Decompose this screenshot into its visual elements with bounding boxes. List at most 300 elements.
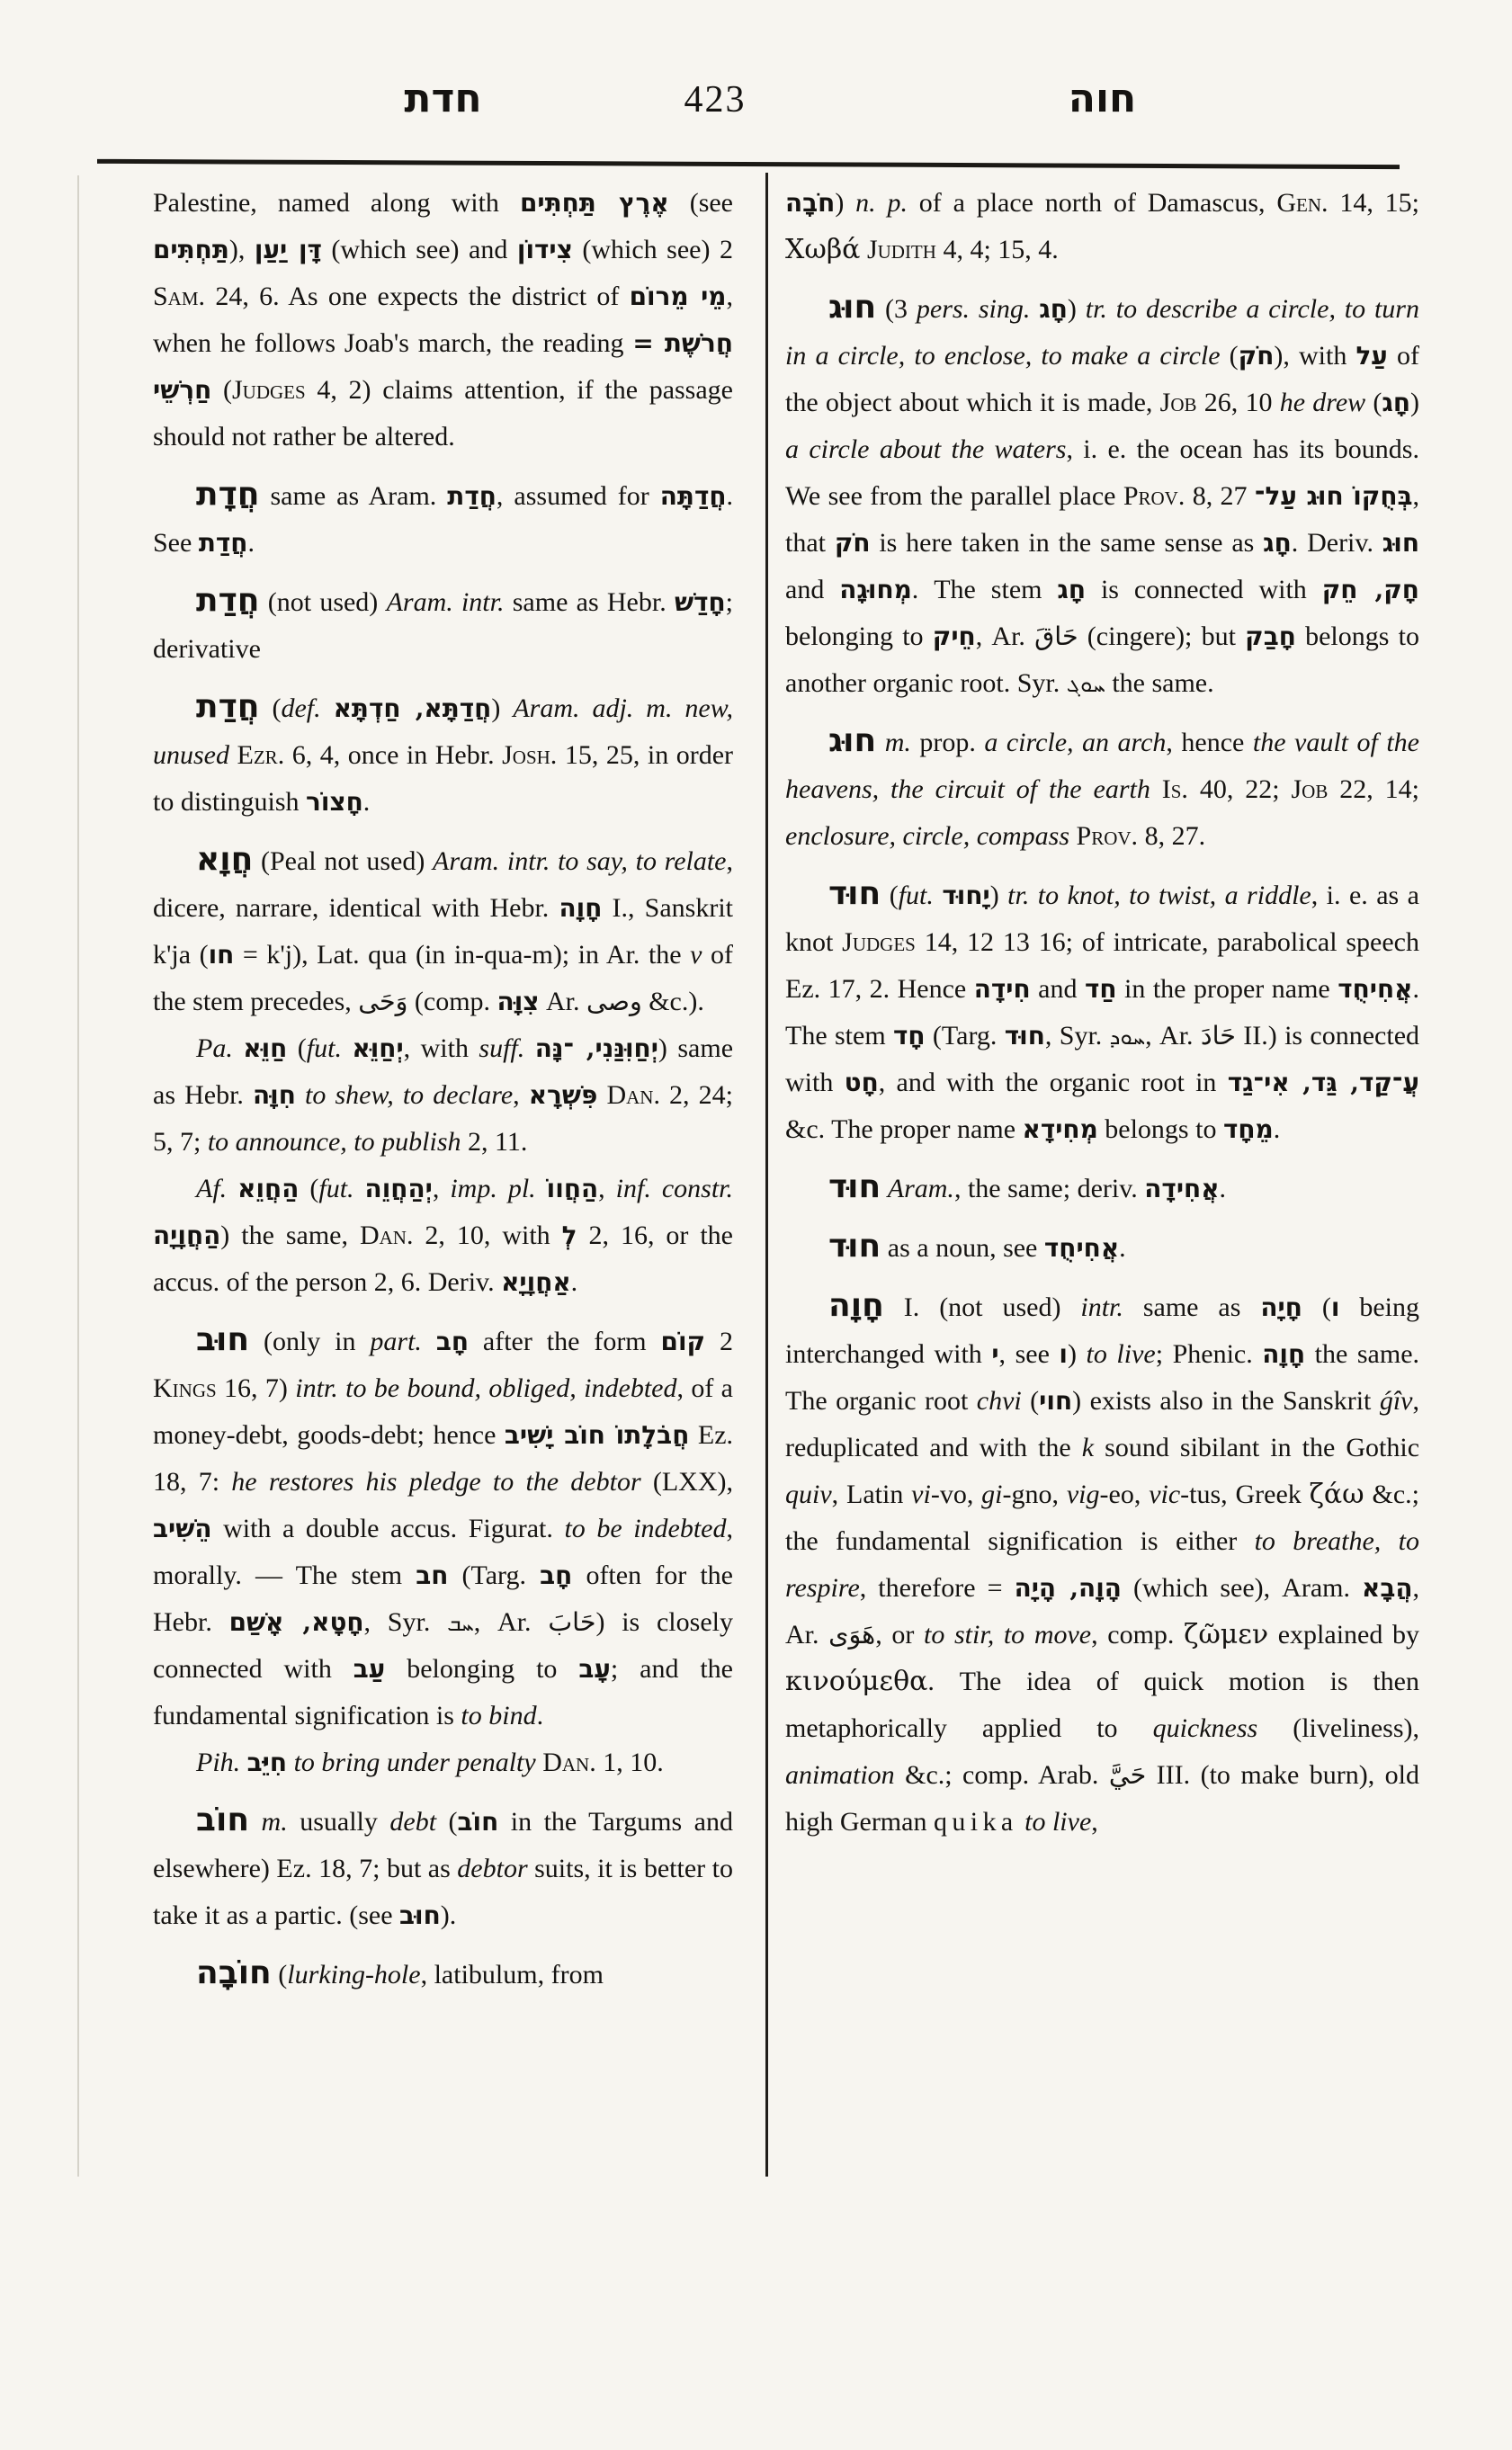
text-run: חֹק xyxy=(834,528,871,558)
text-run: לְ xyxy=(561,1221,577,1250)
text-run: ) xyxy=(491,693,514,723)
text-run: the same. xyxy=(1105,668,1214,698)
text-run: Judges xyxy=(232,375,306,405)
text-run: חָג xyxy=(1039,294,1068,324)
right-column-keyword: חוה xyxy=(1068,76,1137,121)
text-run: Job xyxy=(1291,774,1329,804)
text-run: (cingere); but xyxy=(1078,621,1246,651)
text-run: חֲדַת xyxy=(198,528,248,558)
hebrew-headword: חוּג xyxy=(828,721,877,759)
text-run: Prov. xyxy=(1123,481,1185,511)
text-run: (liveliness), xyxy=(1257,1713,1419,1743)
text-run: 1, 10. xyxy=(595,1748,664,1777)
text-run: = k'j), Lat. qua (in in-qua-m); in Ar. the xyxy=(234,940,691,970)
text-run: of the object about which it is made, xyxy=(785,341,1419,417)
text-run: יְהַחֲוֵה xyxy=(364,1174,433,1203)
text-run: חָג xyxy=(1263,528,1292,558)
text-run: עָב xyxy=(578,1654,611,1684)
text-run: is here taken in the same sense as xyxy=(870,528,1264,558)
text-run: ; Phenic. xyxy=(1155,1339,1263,1369)
text-run xyxy=(287,1748,294,1777)
text-run: Dan. xyxy=(606,1080,660,1110)
text-run: debtor xyxy=(457,1854,528,1883)
text-run: ( xyxy=(1302,1292,1331,1322)
text-run: אֲחִיחֻד xyxy=(1338,974,1413,1004)
text-run: &c.; comp. Arab. xyxy=(894,1760,1109,1790)
continuation-chobah xyxy=(785,180,1419,273)
text-run: a circle, an arch xyxy=(984,728,1167,757)
text-run: ) exists also in the Sanskrit xyxy=(1072,1386,1380,1416)
text-run xyxy=(1150,774,1162,804)
text-run: 22, 14; xyxy=(1328,774,1419,804)
text-run: intr. xyxy=(1080,1292,1123,1322)
text-run: حَاقَ xyxy=(1034,621,1078,651)
text-run: Aram. adj. xyxy=(513,693,634,723)
text-run: is connected with xyxy=(1086,575,1322,604)
text-run: ). xyxy=(440,1900,457,1930)
text-run xyxy=(296,1080,305,1110)
text-run: to say, to relate xyxy=(558,846,727,876)
entry-chadath-3 xyxy=(153,685,733,826)
text-run xyxy=(233,1033,243,1063)
text-run: . xyxy=(536,1701,544,1730)
entry-chud-verb xyxy=(785,872,1419,1153)
text-run: (3 xyxy=(876,294,917,324)
text-run: חו xyxy=(208,940,235,970)
text-run: fut. xyxy=(306,1033,342,1063)
text-run: Sam. xyxy=(153,282,206,311)
text-run: חִיֵּב xyxy=(246,1748,288,1777)
text-run: 14, 12 13 16; of intricate, parabolical speech Ez. 17, 2. Hence xyxy=(785,927,1419,1004)
text-run: حَادَ xyxy=(1200,1021,1236,1051)
text-run: to announce, to publish xyxy=(207,1127,461,1157)
text-run: 4, 4; 15, 4. xyxy=(935,235,1059,264)
text-run: belongs to another organic root. Syr. xyxy=(785,621,1419,698)
hebrew-headword: חוּד xyxy=(828,1227,881,1265)
text-run: vi xyxy=(911,1480,931,1509)
text-run: ܚܘܓ xyxy=(1066,672,1105,697)
hebrew-headword: חֲוָא xyxy=(196,840,254,878)
text-run: הֲבָא xyxy=(1362,1573,1413,1603)
text-run: intr. to be bound, obliged, indebted xyxy=(295,1373,677,1403)
text-run: Pa. xyxy=(196,1033,233,1063)
text-run: v xyxy=(690,940,702,970)
entry-chug-noun xyxy=(785,720,1419,860)
text-run: tr. to describe a circle, to turn in a circle, to enclose, to make a circle xyxy=(785,294,1419,371)
text-run: the same. The organic root xyxy=(785,1339,1420,1416)
text-run: to live xyxy=(1024,1807,1092,1837)
text-run: ( xyxy=(287,1033,307,1063)
text-run: . xyxy=(1219,1174,1227,1203)
text-run: אֲחִיחֻד xyxy=(1043,1233,1120,1263)
text-run: ) xyxy=(1068,1339,1087,1369)
hebrew-headword: חוֹב xyxy=(196,1801,250,1838)
left-column xyxy=(153,180,733,1998)
text-run: pers. sing. xyxy=(916,294,1031,324)
entry-chadath-1 xyxy=(153,473,733,567)
text-run: ) xyxy=(835,188,856,218)
text-run: explained by xyxy=(1268,1620,1419,1650)
text-run: ו xyxy=(1330,1292,1340,1322)
text-run: to bring under penalty xyxy=(293,1748,536,1777)
hebrew-headword: חָוָה xyxy=(828,1286,884,1324)
text-run: quika xyxy=(933,1807,1018,1837)
text-run: חֹבָה xyxy=(785,188,836,218)
text-run: , Ar. xyxy=(473,1607,549,1637)
text-run: , assumed for xyxy=(496,481,660,511)
text-run: suits, it is better to take it as a partic. (see xyxy=(153,1854,734,1930)
text-run: Ar. xyxy=(539,987,586,1016)
text-run: ( xyxy=(271,1960,288,1990)
text-run: as a noun, see xyxy=(881,1233,1044,1263)
text-run: same as Aram. xyxy=(259,481,448,511)
text-run: to breathe, to respire xyxy=(785,1526,1419,1603)
text-run: 40, 22; xyxy=(1187,774,1292,804)
text-run: , Syr. xyxy=(363,1607,448,1637)
text-run: sound sibilant in the Gothic xyxy=(1094,1433,1420,1462)
text-run: . xyxy=(247,528,255,558)
sub-af xyxy=(153,1166,733,1306)
text-run: Af. xyxy=(196,1174,228,1203)
text-run: (comp. xyxy=(407,987,497,1016)
text-run: حَابَ xyxy=(548,1607,596,1637)
text-run: . Deriv. xyxy=(1291,528,1382,558)
scan-edge-line xyxy=(77,175,79,2177)
text-run: 16, 7) xyxy=(216,1373,296,1403)
text-run: (Targ. xyxy=(448,1560,541,1590)
text-run xyxy=(229,740,237,770)
text-run: , morally. — The stem xyxy=(153,1514,733,1590)
text-run: ( xyxy=(299,1174,319,1203)
text-run: Ezr. xyxy=(237,740,285,770)
text-run: ( xyxy=(259,693,282,723)
text-run: אַחֲוָיָא xyxy=(501,1267,571,1297)
hebrew-headword: חֲדָת xyxy=(196,475,260,513)
text-run: ; and the fundamental signification is xyxy=(153,1654,733,1730)
text-run: חֲדַתָּא, חַדְתָּא xyxy=(333,693,492,723)
text-run: being interchanged with xyxy=(785,1292,1420,1369)
text-run: n. p. xyxy=(855,188,908,218)
text-run: יָחוּד xyxy=(942,881,990,910)
text-run: 26, 10 xyxy=(1196,388,1280,417)
entry-chava-aram xyxy=(153,838,733,1025)
text-run: (only in xyxy=(249,1327,371,1356)
text-run: Job xyxy=(1159,388,1197,417)
text-run: . See xyxy=(153,481,734,558)
text-run: κινούμεθα xyxy=(785,1666,928,1697)
text-run: דָּן יַעַן xyxy=(254,235,322,264)
text-run: תַּחְתִּים xyxy=(153,235,229,264)
text-run: צִידוֹן xyxy=(516,235,573,264)
text-run: יְחַוִּנַּנִי, ־נָּה xyxy=(534,1033,658,1063)
text-run: to shew, to declare xyxy=(305,1080,514,1110)
text-run: -vo, xyxy=(930,1480,982,1509)
text-run: 2, 11. xyxy=(461,1127,528,1157)
text-run: חַד xyxy=(1084,974,1117,1004)
text-run: , Ar. xyxy=(1145,1021,1201,1051)
text-run: 2, 16, or the accus. of the person 2, 6. Deriv. xyxy=(153,1221,734,1297)
text-run: to stir, to move xyxy=(924,1620,1092,1650)
text-run: ζῶμεν xyxy=(1184,1619,1269,1650)
text-run: ) is closely connected with xyxy=(153,1607,733,1684)
text-run: lurking-hole xyxy=(287,1960,421,1990)
text-run: חָוָה xyxy=(559,893,603,923)
text-run: Kings xyxy=(153,1373,217,1403)
text-run: , with xyxy=(403,1033,479,1063)
text-run: מֵחָד xyxy=(1222,1114,1274,1144)
header-rule xyxy=(97,159,1400,169)
text-run: , or xyxy=(875,1620,925,1650)
text-run: ) xyxy=(1410,388,1420,417)
text-run: Aram. intr. xyxy=(386,587,505,617)
text-run: הֵשִׁיב xyxy=(153,1514,212,1543)
text-run: חוּג xyxy=(1382,528,1419,558)
text-run xyxy=(354,1174,365,1203)
text-run xyxy=(1018,1807,1025,1837)
text-run: מֵי מֵרוֹם xyxy=(629,282,727,311)
text-run: הַחֲוֵא xyxy=(237,1174,300,1203)
entry-chadath-2 xyxy=(153,579,733,673)
text-run: I., Sanskrit k'ja ( xyxy=(153,893,734,970)
text-run: Pih. xyxy=(196,1748,241,1777)
text-run: of the stem precedes, xyxy=(153,940,733,1016)
page-number: 423 xyxy=(684,79,747,121)
text-run: -tus, Greek xyxy=(1180,1480,1310,1509)
text-run: part. xyxy=(370,1327,422,1356)
text-run: ( xyxy=(1365,388,1382,417)
text-run: חֲדַתָּה xyxy=(659,481,727,511)
text-run: חַוֵּא xyxy=(243,1033,288,1063)
text-run: ζάω xyxy=(1309,1479,1364,1510)
continuation-harosheth xyxy=(153,180,733,460)
text-run: enclosure, circle, compass xyxy=(785,821,1070,851)
text-run: ǵîv xyxy=(1379,1386,1413,1416)
text-run: ܚܒ xyxy=(447,1611,474,1636)
text-run: חֲרֹשֶׁת = חַרְשֵׁי xyxy=(153,328,733,405)
text-run xyxy=(597,1080,606,1110)
text-run: Aram. intr. xyxy=(433,846,550,876)
text-run: 15, 25, in order to distinguish xyxy=(153,740,734,817)
text-run: הָוָה, הָיָה xyxy=(1014,1573,1122,1603)
text-run: (which see) 2 xyxy=(572,235,733,264)
text-run xyxy=(934,881,942,910)
text-run: of a place north of Damascus, xyxy=(907,188,1277,218)
text-run: ) same as Hebr. xyxy=(153,1033,734,1110)
text-run: وصى xyxy=(586,987,642,1016)
text-run: חָב xyxy=(435,1327,470,1356)
text-run: prop. xyxy=(910,728,985,757)
text-run: פִּשְׁרָא xyxy=(528,1080,598,1110)
text-run: inf. constr. xyxy=(615,1174,733,1203)
text-run: 2, 24; 5, 7; xyxy=(153,1080,733,1157)
text-run: חֹק xyxy=(1238,341,1275,371)
text-run: with a double accus. Figurat. xyxy=(211,1514,565,1543)
text-run: קוֹם xyxy=(660,1327,706,1356)
text-run: . The stem xyxy=(785,974,1419,1051)
text-run: חֵיק xyxy=(932,621,976,651)
text-run: quiv xyxy=(785,1480,832,1509)
text-run: belonging to xyxy=(385,1654,579,1684)
text-run: m. new, unused xyxy=(153,693,734,770)
text-run: &c.; the fundamental signification is either xyxy=(785,1480,1419,1556)
text-run: חָוָה xyxy=(1262,1339,1306,1369)
text-run: . xyxy=(362,787,371,817)
text-run: עַל xyxy=(1355,341,1388,371)
text-run: (LXX), xyxy=(640,1467,733,1497)
text-run: in the proper name xyxy=(1116,974,1338,1004)
text-run: (which see) and xyxy=(321,235,517,264)
text-run: ), with xyxy=(1274,341,1356,371)
text-run: חוּב xyxy=(399,1900,441,1930)
text-run: same as xyxy=(1123,1292,1261,1322)
text-run: , therefore = xyxy=(859,1573,1015,1603)
hebrew-headword: חֲדַת xyxy=(196,687,260,725)
text-run: vic xyxy=(1149,1480,1181,1509)
text-run: , Syr. xyxy=(1044,1021,1110,1051)
text-run: 14, 15; xyxy=(1328,188,1419,218)
text-run: (Targ. xyxy=(925,1021,1005,1051)
text-run: 8, 27. xyxy=(1138,821,1206,851)
text-run: usually xyxy=(287,1807,390,1837)
text-run: , xyxy=(513,1080,529,1110)
text-run: . The idea of quick motion is then metaphorically applied to xyxy=(785,1667,1419,1743)
text-run: . The stem xyxy=(911,575,1058,604)
text-run xyxy=(249,1807,262,1837)
text-run: chvi xyxy=(976,1386,1022,1416)
text-run xyxy=(550,846,558,876)
text-run: quickness xyxy=(1152,1713,1258,1743)
entry-chub xyxy=(153,1319,733,1739)
text-run: , Latin xyxy=(831,1480,912,1509)
sub-pa xyxy=(153,1025,733,1166)
text-run: to live xyxy=(1086,1339,1156,1369)
text-run: חִוָּה xyxy=(253,1080,296,1110)
text-run: חָב xyxy=(540,1560,573,1590)
text-run: (Peal not used) xyxy=(253,846,434,876)
text-run: , xyxy=(1091,1807,1098,1837)
text-run: , Ar. xyxy=(975,621,1035,651)
text-run: in the Targums and elsewhere) Ez. 18, 7; but as xyxy=(153,1807,733,1883)
text-run: 6, 4, once in Hebr. xyxy=(284,740,503,770)
text-run: def. xyxy=(281,693,321,723)
text-run: , latibulum, from xyxy=(420,1960,604,1990)
text-run: חָדַשׁ xyxy=(674,587,726,617)
text-run: ( xyxy=(881,881,899,910)
sub-pih xyxy=(153,1739,733,1786)
text-run: same as Hebr. xyxy=(504,587,675,617)
text-run: ) xyxy=(1067,294,1086,324)
text-run: belonging to xyxy=(785,621,933,651)
text-run: , Ar. xyxy=(785,1573,1419,1650)
text-run: Dan. xyxy=(542,1748,596,1777)
text-run: Ez. 18, 7: xyxy=(153,1420,734,1497)
text-run xyxy=(633,693,646,723)
text-columns xyxy=(153,180,1419,1998)
text-run: حَيَّ xyxy=(1108,1760,1147,1790)
text-run: חָבַק xyxy=(1245,621,1296,651)
text-run xyxy=(321,693,334,723)
text-run xyxy=(1069,821,1077,851)
text-run: to bind xyxy=(461,1701,537,1730)
text-run: חָג xyxy=(1057,575,1087,604)
entry-chug-verb xyxy=(785,286,1419,707)
text-run: חָצוֹר xyxy=(306,787,363,817)
hebrew-headword: חוֹבָה xyxy=(196,1954,272,1991)
text-run xyxy=(881,1174,888,1203)
text-run: חוי xyxy=(1039,1386,1073,1416)
text-run xyxy=(524,1033,534,1063)
text-run: k xyxy=(1081,1433,1095,1462)
text-run: (which see), Aram. xyxy=(1121,1573,1363,1603)
text-run: هَوَى xyxy=(828,1620,876,1650)
text-run: m. xyxy=(884,728,911,757)
text-run: animation xyxy=(785,1760,895,1790)
text-run: חב xyxy=(416,1560,449,1590)
text-run: , see xyxy=(998,1339,1060,1369)
text-run: . xyxy=(1119,1233,1126,1263)
text-run: חָט xyxy=(844,1068,879,1097)
text-run: Judges xyxy=(842,927,916,957)
text-run xyxy=(860,235,867,264)
text-run: 2 xyxy=(705,1327,733,1356)
text-run xyxy=(536,1174,547,1203)
text-run: חָד xyxy=(893,1021,926,1051)
text-run: חָג xyxy=(1382,388,1411,417)
text-run: . xyxy=(570,1267,578,1297)
text-run: suff. xyxy=(479,1033,525,1063)
text-run: he restores his pledge to the debtor xyxy=(231,1467,641,1497)
text-run: Gen. xyxy=(1276,188,1329,218)
text-run: , hence xyxy=(1166,728,1253,757)
text-run: the vault of the heavens, the circuit of the earth xyxy=(785,728,1419,804)
text-run: . xyxy=(1273,1114,1281,1144)
text-run: חָק, חֵק xyxy=(1321,575,1419,604)
right-column xyxy=(785,180,1419,1998)
text-run: (not used) xyxy=(259,587,387,617)
text-run: , xyxy=(598,1174,616,1203)
text-run: and xyxy=(785,575,840,604)
text-run: 8, 27 xyxy=(1185,481,1255,511)
text-run: חָטָא, אָשַׁם xyxy=(228,1607,364,1637)
text-run: מְחִידָא xyxy=(1022,1114,1098,1144)
entry-chob xyxy=(153,1799,733,1939)
hebrew-headword: חוּג xyxy=(828,288,877,326)
text-run: יְחַוֵּא xyxy=(352,1033,404,1063)
hebrew-headword: חוּד xyxy=(828,874,881,912)
text-run: belongs to xyxy=(1097,1114,1223,1144)
text-run: &c.). xyxy=(641,987,704,1016)
text-run: חֲבֹלָתוֹ חוֹב יָשִׁיב xyxy=(504,1420,690,1450)
text-run: מְחוּגָה xyxy=(839,575,912,604)
text-run: after the form xyxy=(469,1327,661,1356)
text-run: -eo, xyxy=(1099,1480,1150,1509)
text-run: 24, 6. As one expects the district of xyxy=(205,282,630,311)
text-run: a circle about the waters xyxy=(785,434,1067,464)
text-run: Palestine, named along with xyxy=(153,188,520,218)
text-run: , reduplicated and with the xyxy=(785,1386,1419,1462)
text-run: to be indebted xyxy=(564,1514,727,1543)
text-run: , of a money-debt, goods-debt; hence xyxy=(153,1373,733,1450)
text-run: , the same; deriv. xyxy=(953,1174,1145,1203)
text-run: חוּד xyxy=(1004,1021,1045,1051)
hebrew-headword: חוּד xyxy=(828,1167,881,1205)
hebrew-headword: חֲדַת xyxy=(196,581,260,619)
text-run: debt xyxy=(389,1807,437,1837)
text-run xyxy=(342,1033,352,1063)
text-run: &c. The proper name xyxy=(785,1114,1023,1144)
entry-chobah-partial xyxy=(153,1952,733,1998)
text-run: Dan. xyxy=(359,1221,414,1250)
